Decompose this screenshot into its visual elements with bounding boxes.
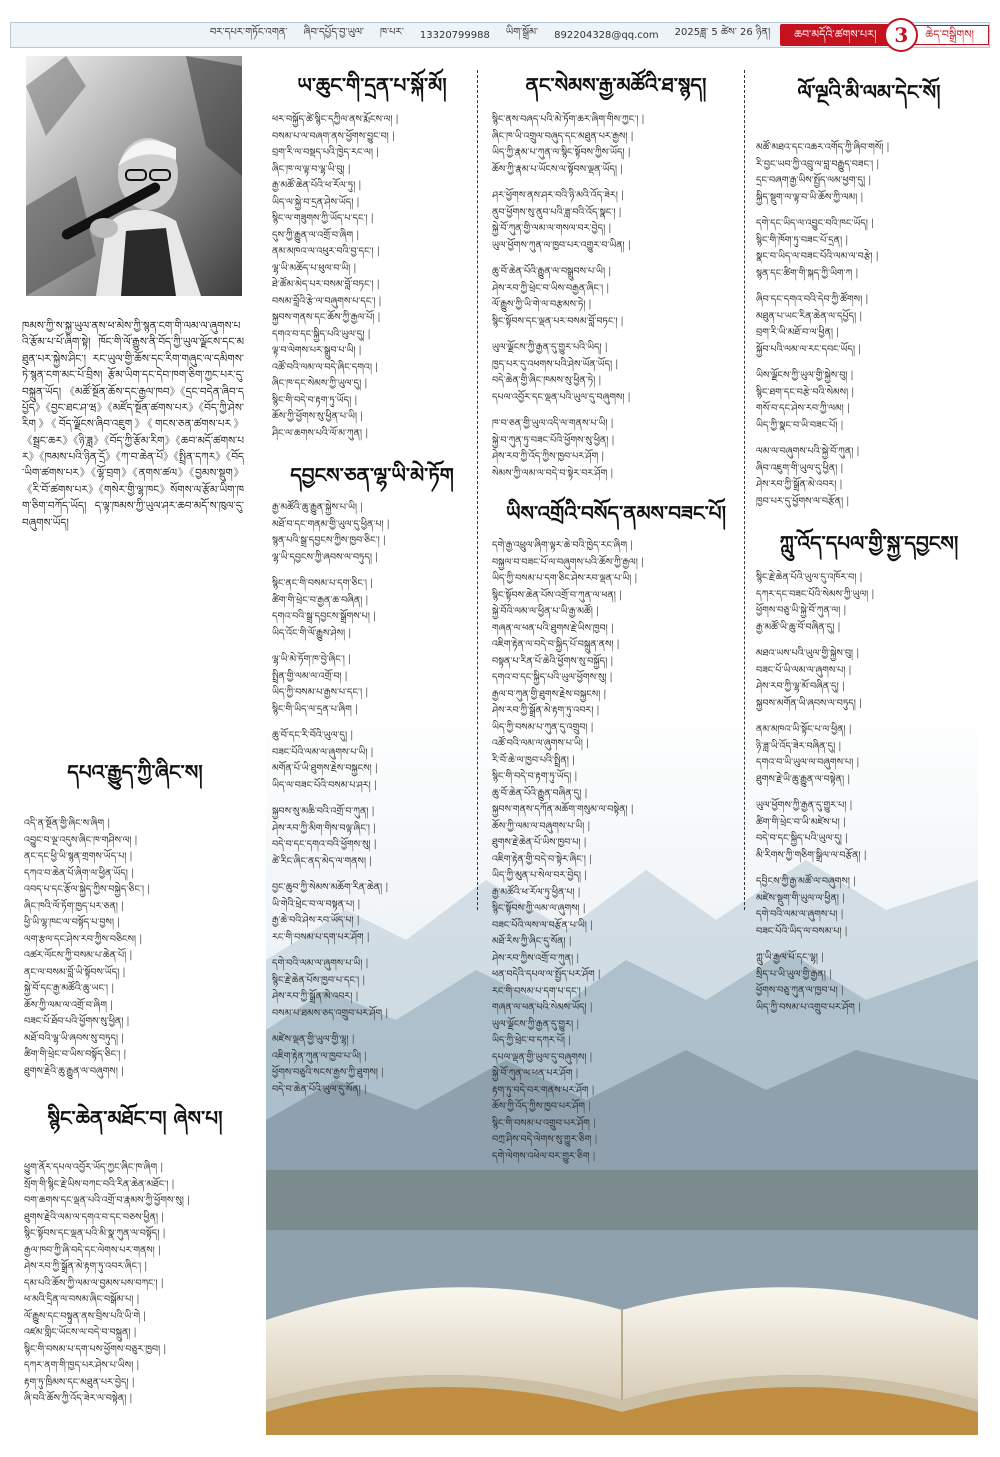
stanza-gap — [492, 330, 740, 340]
poem-line: རྒྱལ་བ་ཀུན་གྱི་ཐུགས་རྗེས་བསྐྱངས། | — [492, 687, 740, 704]
poem-line: ཕྱི་ཡི་ལྷ་ཁང་ལ་བསྟོད་པ་བྱས། | — [24, 915, 246, 932]
poem-line: འཛམ་གླིང་ཡོངས་ལ་བདེ་བ་བསྐྲུན། | — [24, 1325, 246, 1342]
author-photo — [26, 56, 242, 296]
poem-line: རྒྱ་མཚོ་ཆེན་པོའི་ཕ་རོལ་ཏུ། | — [272, 178, 472, 195]
poem-line: དགའ་བ་དང་སྐྱིད་པའི་ཡུལ་དུ། | — [272, 327, 472, 344]
stanza-gap — [756, 864, 982, 874]
poem-line: ཆུ་བོ་ཆེན་པོའི་རྒྱུན་ལ་བསྒྲུབས་པ་ཡི། | — [492, 264, 740, 281]
poem-line: བསམ་པ་ལ་བཞག་ནས་ཕྱོགས་བྱུང་བ། | — [272, 129, 472, 146]
poem-line: འབད་པ་དང་རྩོལ་སྐྱེད་ཀྱིས་བསྐྱེད་ཅིང་། | — [24, 882, 246, 899]
poem-line: མཚོ་མཐའ་དང་འཆར་འགོད་ཀྱི་ཞིབ་གསོ། | — [756, 140, 982, 157]
poem-line: དཔལ་ལྡན་གྱི་ཡུལ་དུ་བཞུགས། | — [492, 1050, 740, 1067]
poem-line: ལོ་རྒྱུས་ཀྱི་ཡི་གེ་ལ་བརྩམས་ཏེ། | — [492, 297, 740, 314]
meta-email: 892204328@qq.com — [554, 29, 659, 41]
poem-line: ཞི་བའི་ཆོས་ཀྱི་འོད་ཟེར་ལ་བསྟེན། | — [24, 1391, 246, 1408]
poem-line: འདི་ན་སྔོན་གྱི་ཞིང་ས་ཞིག | — [24, 816, 246, 833]
poem-line: རྒྱལ་ཁབ་ཀྱི་ཞི་བདེ་དང་ལེགས་པར་གནས། | — [24, 1243, 246, 1260]
poem-lines — [756, 140, 982, 510]
poem-line: ཡུལ་ཕྱོགས་ཀུན་ལ་ཁྱབ་པར་འགྱུར་བ་ཡིན། | — [492, 238, 740, 255]
poem-line: ཀླུ་ཡི་རྒྱལ་པོ་དང་ལྷ། | — [756, 950, 982, 967]
poem-line: མཛེས་སྡུག་གི་ཡུལ་ལ་ཕྱིན། | — [756, 891, 982, 908]
poem-line: བདེ་བ་ཆེན་པོའི་ཡུལ་དུ་སོན། | — [272, 1082, 472, 1099]
poem-line: བྲག་རི་ལ་བསྡད་པའི་ཁྱེད་རང་ལ། | — [272, 145, 472, 162]
poem-line: འཚོ་བའི་ལམ་ལ་བདེ་ཞིང་དགའ། | — [272, 360, 472, 377]
poem-line: ཤེས་རབ་ཀྱིས་འགྲོ་བ་ཀུན། | — [492, 951, 740, 968]
poem-line: སེམས་ཀྱི་ལམ་ལ་བདེ་བ་སྟེར་བར་ཤོག | — [492, 466, 740, 483]
author-photo-illustration — [26, 56, 242, 296]
poem-line: ལག་རྩལ་དང་ཤེས་རབ་ཀྱིས་བཅིངས། | — [24, 932, 246, 949]
poem-line: སྐྱབས་གནས་དཀོན་མཆོག་གསུམ་ལ་བསྟེན། | — [492, 802, 740, 819]
column-divider — [477, 70, 478, 910]
stanza-gap — [756, 636, 982, 646]
poem-line: ཆུ་བོ་དང་རི་བོའི་ཡུལ་དུ། | — [272, 728, 472, 745]
poem-line: བསམ་པ་ཐམས་ཅད་འགྲུབ་པར་ཤོག | — [272, 1006, 472, 1023]
poem-title: དབྱངས་ཅན་ལྷ་ཡི་མེ་ཏོག — [290, 463, 454, 487]
poem-line: ཤེས་རབ་ཀྱི་སྒྲོན་མེ་རྟག་ཏུ་འབར་ཞིང་། | — [24, 1259, 246, 1276]
poem-line: བཟང་པོའི་ལས་ལ་བརྩོན་པ་ཡི། | — [492, 918, 740, 935]
poem-line: ཕ་མའི་དྲིན་ལ་བསམ་ཞིང་བསྒོམ་པ། | — [24, 1292, 246, 1309]
stanza-gap — [272, 870, 472, 880]
poem-line: སྙིང་སྟོབས་དང་ལྡན་པར་བསམ་བློ་བཏང་། | — [492, 314, 740, 331]
poem-line: ཆོས་ཀྱི་ལམ་ལ་བཞུགས་པ་ཡི། | — [492, 819, 740, 836]
newspaper-name: ཆབ་མདོའི་ཚགས་པར། — [780, 24, 894, 46]
poem-line: བཟང་པོའི་ལམ་ལ་ཞུགས་པ་ཡི། | — [272, 745, 472, 762]
poem-line: མགོན་པོ་ཡི་ཐུགས་རྗེས་བསྐྱངས། | — [272, 761, 472, 778]
poem-line: ལམ་ལ་བཞུགས་པའི་སྐྱེ་བོ་ཀུན། | — [756, 444, 982, 461]
poem-line: ཤེས་རབ་ཀྱི་འོད་ཀྱིས་ཁྱབ་པར་ཤོག | — [492, 449, 740, 466]
poem-line: ཚིག་གི་ཕྲེང་བ་ཡི་མཛེས་པ། | — [756, 815, 982, 832]
poem-line: ཡིད་ཀྱི་བསམ་པ་འགྲུབ་པར་ཤོག | — [756, 1000, 982, 1017]
poem-line: སྐྱིད་སྡུག་ལ་ལྟ་བ་ཡི་ཆོས་ཀྱི་ལམ། | — [756, 190, 982, 207]
poem-line: བསྐྱལ་བ་བཟང་པོ་ལ་བཞུགས་པའི་ཆོས་ཀྱི་རྒྱལ། | — [492, 555, 740, 572]
poem-line: ཕན་བདེའི་དཔལ་ལ་སྤྱོད་པར་ཤོག | — [492, 967, 740, 984]
stanza-gap — [272, 1022, 472, 1032]
poem-line: དགའ་བའི་སྒྲ་དབྱངས་སྒྲོགས་པ། | — [272, 609, 472, 626]
stanza-gap — [492, 178, 740, 188]
poem-line: ཡིད་ཀྱི་བསམ་པ་དག་ཅིང་ཤེས་རབ་ལྡན་པ་ཡི། | — [492, 571, 740, 588]
poem-line: རི་བོ་ཆེ་ལ་ཁྱབ་པའི་སྤྲིན། | — [492, 753, 740, 770]
column-3 — [492, 70, 740, 1165]
poem-line: སྙིང་སྟོབས་དང་ལྡན་པའི་མི་སྣ་ཀུན་ལ་བསྟོད། | — [24, 1226, 246, 1243]
stanza-gap — [756, 282, 982, 292]
poem-line: བསྟན་པ་རིན་པོ་ཆེའི་ཕྱོགས་སུ་བསྐྱོད། | — [492, 654, 740, 671]
meta-phone-label: ཁ་པར་ — [380, 27, 404, 38]
poem-line: སྐྱོབ་པའི་ལམ་ལ་རང་དབང་ཡོད། | — [756, 342, 982, 359]
poem-line: ཐུགས་རྗེ་ཆེན་པོ་ཡིས་ཁྱབ་པ། | — [492, 835, 740, 852]
poem-line: སྙིང་གི་བདེ་བ་རྟག་ཏུ་ཡོད། | — [492, 769, 740, 786]
poem-line: ཁ་བ་ཅན་གྱི་ཡུལ་འདི་ལ་གནས་པ་ཡི། | — [492, 416, 740, 433]
poem-line: བསམ་བློའི་རྩེ་ལ་བཞུགས་པ་དང་། | — [272, 294, 472, 311]
header-brand — [780, 22, 989, 48]
poem-line: མི་རིགས་ཀྱི་གཅིག་སྒྲིལ་ལ་བརྩོན། | — [756, 848, 982, 865]
header-meta — [11, 21, 780, 49]
poem-line: སྙིང་ལ་གཟུགས་ཀྱི་ཡོད་པ་དང་། | — [272, 211, 472, 228]
stanza-gap — [272, 642, 472, 652]
stanza-gap — [492, 254, 740, 264]
poem-line: སྙིང་གི་བདེ་བ་རྟག་ཏུ་ཡོད། | — [272, 393, 472, 410]
poem-line: ཤེས་རབ་ཀྱི་མིག་གིས་བལྟ་ཞིང་། | — [272, 821, 472, 838]
poem-line: གཞན་ལ་ཕན་པའི་ཐུགས་རྗེ་ཡིས་ཁྱབ། | — [492, 621, 740, 638]
poem-line: བྲག་རི་ཡི་མཐོ་བ་ལ་ཕྱིན། | — [756, 325, 982, 342]
poem-line: ཤར་ཕྱོགས་ནས་ཤར་བའི་ཉི་མའི་འོད་ཟེར། | — [492, 188, 740, 205]
poem-line: རྟག་ཏུ་ཁྲིམས་དང་མཐུན་པར་བྱེད། | — [24, 1375, 246, 1392]
poem-line: ཡིད་ཀྱི་ཕྲེང་བ་དཀར་པོ། | — [492, 1033, 740, 1050]
poem-line: དཀར་ནག་གི་ཁྱད་པར་ཤེས་པ་ཡིས། | — [24, 1358, 246, 1375]
poem-line: ཕར་བསྐྱོད་ཚེ་སྙིང་དཀྱིལ་ནས་རྨོངས་ལ། | — [272, 112, 472, 129]
poem-line: རི་བྱང་ཡབ་ཀྱི་འབྲུ་ལ་བླ་བརྒྱུད་བཟང་། | — [756, 157, 982, 174]
poem-line: ཡིད་ལ་བཟང་པོའི་བསམ་པ་ཤར། | — [272, 778, 472, 795]
poem-line: དགེ་ལེགས་འཕེལ་བར་གྱུར་ཅིག | — [492, 1149, 740, 1166]
poem-line: ཡིད་ཀྱི་བསམ་པ་རྒྱས་པ་དང་། | — [272, 685, 472, 702]
poem-line: ཐེ་ཚོམ་མེད་པར་བསམ་བློ་བཏང་། | — [272, 277, 472, 294]
poem-line: ཤེས་རབ་ཀྱི་སྒྲོན་མེ་རྟག་ཏུ་འབར། | — [492, 703, 740, 720]
stanza-gap — [756, 712, 982, 722]
stanza-gap — [756, 358, 982, 368]
poem-line: བག་ཆགས་དང་ལྡན་པའི་འགྲོ་བ་རྣམས་ཀྱི་ཕྱོགས་སུ། | — [24, 1193, 246, 1210]
poem-line: སྐྱེ་བོའི་ལམ་ལ་ཕྱིན་པ་ཡི་རྒྱ་མཚོ། | — [492, 604, 740, 621]
poem-line: འཚར་ལོངས་ཀྱི་བསམ་པ་ཆེན་པོ། | — [24, 948, 246, 965]
poem-line: ཡི་གེའི་ཕྲེང་བ་ལ་བསྟན་པ། | — [272, 897, 472, 914]
meta-reviewer: ཞིབ་དཔྱོད་བྱ་ཡུལ་ — [303, 27, 365, 38]
poem-line: དགེ་བའི་ལམ་ལ་ཞུགས་པ་ཡི། | — [272, 956, 472, 973]
poem-line: ནམ་མཁའ་ཡི་སྟོང་པ་ལ་ཕྱིན། | — [756, 722, 982, 739]
poem-line: ཕྱོགས་བཅུ་ཀུན་ལ་ཁྱབ་པ། | — [756, 983, 982, 1000]
poem-line: སྲོག་གི་སྙིང་རྗེ་ཡིས་བཀང་བའི་རིན་ཆེན་མཐོང་། | — [24, 1177, 246, 1194]
poem-title: སྙིང་ཆེན་མཐོང་བ། ཞེས་པ། — [47, 1106, 223, 1130]
poem-line: སྙིང་ནས་བཞད་པའི་མེ་ཏོག་ཆར་ཞིག་གིས་ཀྱང་། | — [492, 112, 740, 129]
poem-line: འཇིག་རྟེན་ལ་བདེ་བ་སྐྱིད་པོ་བསྐྲུན་ནས། | — [492, 637, 740, 654]
poem-line: འབྱུང་བ་ལྔ་འདུས་ཞིང་ཁ་གཤིས་ལ། | — [24, 833, 246, 850]
page-label: ཆེད་བསྒྲིགས། — [910, 25, 989, 45]
poem-line: འཇིག་རྟེན་གྱི་བདེ་བ་སྟེར་ཞིང་། | — [492, 852, 740, 869]
poem-line: སྐྱབས་སུ་མཆི་བའི་འགྲོ་བ་ཀུན། | — [272, 804, 472, 821]
poem-line: རྟག་ཏུ་བདེ་བར་གནས་པར་ཤོག | — [492, 1083, 740, 1100]
poem-line: སྙིང་ཐག་དང་བརྩེ་བའི་སེམས། | — [756, 385, 982, 402]
poem-line: ལོ་རྒྱུས་དང་བསྟུན་ནས་བྲིས་པའི་ཡི་གེ | — [24, 1309, 246, 1326]
poem-line: ཡིས་ལྗོངས་ཀྱི་ཡུལ་གྱི་སྐྱེས་བུ། | — [756, 368, 982, 385]
poem-line: སྲིད་པ་ཡི་ཡུལ་གྱི་རྒྱན། | — [756, 967, 982, 984]
poem-line: ཡིད་འོང་གི་ལོ་རྒྱུས་ཤེས། | — [272, 626, 472, 643]
stanza-gap — [272, 566, 472, 576]
poem-line: ཚེ་རིང་ཞིང་ནད་མེད་ལ་གནས། | — [272, 854, 472, 871]
stanza-gap — [272, 718, 472, 728]
poem-line: དཀར་དང་བཟང་པོའི་སེམས་ཀྱི་ཡུལ། | — [756, 587, 982, 604]
poem-line: ནུབ་ཕྱོགས་སུ་ནུབ་པའི་ཟླ་བའི་འོད་སྣང་། | — [492, 205, 740, 222]
poem-line: དགེ་བའི་ལམ་ལ་ཞུགས་པ། | — [756, 907, 982, 924]
poem-line: དགའ་བ་དང་སྐྱིད་པའི་ཡུལ་ཕྱོགས་སུ། | — [492, 670, 740, 687]
poem-lines — [24, 816, 246, 1080]
poem-line: ཆོས་ཀྱི་འོད་ཀྱིས་ཁྱབ་པར་ཤོག | — [492, 1099, 740, 1116]
poem-line: འཚོ་བའི་ལམ་ལ་ཞུགས་པ་ཡི། | — [492, 736, 740, 753]
poem-title: དཔའ་རྒྱུད་ཀྱི་ཞིང་ས། — [67, 760, 203, 784]
poem-line: རང་གི་བསམ་པ་དག་པ་དང་། | — [492, 984, 740, 1001]
poem-line: མཐུན་པ་ཡང་རིན་ཆེན་ལ་དཔྱོད། | — [756, 309, 982, 326]
poem-line: ཤེས་རབ་ཀྱི་ཕྲེང་བ་ཡིས་བརྒྱན་ཞིང་། | — [492, 281, 740, 298]
poem-line: སྐྱབས་གནས་དང་ཆོས་ཀྱི་རྒྱལ་པོ། | — [272, 310, 472, 327]
poem-line: ནམ་མཁའ་ལ་འཕུར་བའི་བྱ་དང་། | — [272, 244, 472, 261]
poem-line: ཆུ་བོ་ཆེན་པོའི་རྒྱུན་བཞིན་དུ། | — [492, 786, 740, 803]
poem-line: སྐྱབས་མགོན་ཡི་ཞབས་ལ་བཏུད། | — [756, 696, 982, 713]
poem-line: དམ་པའི་ཆོས་ཀྱི་ལམ་ལ་བྱམས་པས་བཀང་། | — [24, 1276, 246, 1293]
poem-line: ཚིག་གི་ཕྲེང་བ་ཡིས་བསྟོད་ཅིང་། | — [24, 1047, 246, 1064]
stanza-gap — [756, 434, 982, 444]
poem-line: དཔལ་འབྱོར་དང་ལྡན་པའི་ཡུལ་དུ་བཞུགས། | — [492, 390, 740, 407]
poem-line: མཐོ་རིས་ཀྱི་ཞིང་དུ་སོན། | — [492, 934, 740, 951]
poem-line: སྐྱེ་བོ་དང་རྒྱ་མཚོའི་ཆུ་ཡང་། | — [24, 981, 246, 998]
poem-line: དགེ་རྒྱ་འཕྲུལ་ཞིག་ལྟར་ཆེ་བའི་ཁྱེད་རང་ཞིག | — [492, 538, 740, 555]
poem-line: ཡུལ་ལྗོངས་ཀྱི་རྒྱན་དུ་གྱུར་པའི་ཡིད། | — [492, 340, 740, 357]
poem-line: ཞིང་ཁ་དང་སེམས་ཀྱི་ཡུལ་དུ། | — [272, 376, 472, 393]
poem-line: ཤིང་ལ་ཆགས་པའི་ལོ་མ་ཀུན། | — [272, 426, 472, 443]
poem-lines — [272, 500, 472, 1098]
poem-line: ཁྱད་པར་དུ་འཕགས་པའི་ཤེས་ཡོན་ཡོད། | — [492, 357, 740, 374]
poem-line: ལྷ་ཡི་མཆོད་པ་ཕུལ་བ་ཡི། | — [272, 261, 472, 278]
meta-phone: 13320799988 — [419, 29, 490, 41]
poem-title: ལོ་ལྔའི་མི་ལམ་དེང་སོ། — [797, 80, 941, 104]
poem-line: རྒྱ་ཆེ་བའི་ཤེས་རབ་ཡོད་པ། | — [272, 913, 472, 930]
poem-line: དགེ་དང་ཡིད་ལ་འབྱུང་བའི་ཁང་ཡོད། | — [756, 216, 982, 233]
poem-line: ཤེས་རབ་ཀྱི་སྒྲོན་མེ་འབར། | — [272, 989, 472, 1006]
poem-line: སྙིང་སྟོབས་ཆེན་པོས་འགྲོ་བ་ཀུན་ལ་ཕན། | — [492, 588, 740, 605]
poem-line: དགའ་བ་ཡི་ཡུལ་ལ་བཞུགས་པ། | — [756, 755, 982, 772]
poem-line: ཡིད་ཀྱི་རྣམ་པ་ཀུན་ལ་སྙིང་སྟོབས་ཀྱིས་ཡོད། | — [492, 145, 740, 162]
poem-line: བདེ་བ་དང་སྐྱིད་པའི་ཡུལ་དུ། | — [756, 831, 982, 848]
poem-line: རྒྱ་མཚོ་ཡི་ཆུ་བོ་བཞིན་དུ། | — [756, 620, 982, 637]
poem-line: ཞིབ་དང་དགའ་བའི་དེབ་ཀྱི་ཚོགས། | — [756, 292, 982, 309]
poem-line: ཚིག་གི་ཕྲེང་བ་རྒྱན་ཆ་བཞིན། | — [272, 593, 472, 610]
meta-email-label: ཡིག་སྒྲོམ་ — [505, 27, 539, 38]
poem-line: བདེ་བ་དང་དགའ་བའི་ཕྱོགས་སུ། | — [272, 837, 472, 854]
poem-line: ཡུལ་ཕྱོགས་ཀྱི་རྒྱན་དུ་གྱུར་པ། | — [756, 798, 982, 815]
stanza-gap — [756, 788, 982, 798]
poem-title: ཡིས་འགྲོའི་བསོད་ནམས་བཟང་པོ། — [505, 501, 727, 525]
poem-line: ཐུགས་རྗེའི་ལམ་ལ་དགའ་བ་དང་བཅས་ཕྱིན། | — [24, 1210, 246, 1227]
poem-line: བདེ་ཆེན་གྱི་ཞིང་ཁམས་སུ་ཕྱིན་ཏེ། | — [492, 373, 740, 390]
poem-lines — [492, 112, 740, 482]
poem-line: ཕྱོགས་བཅུའི་སངས་རྒྱས་ཀྱི་ཐུགས། | — [272, 1065, 472, 1082]
poem-title: ཀླུ་འོད་དཔལ་གྱི་སྐྱ་དབྱངས། — [779, 531, 959, 555]
poem-line: འཇིག་རྟེན་ཀུན་ལ་ཁྱབ་པ་ཡི། | — [272, 1049, 472, 1066]
poem-line: སྙིང་ནང་གི་བསམ་པ་དག་ཅིང་། | — [272, 576, 472, 593]
poem-line: ཞིང་ཁའི་ལོ་ཏོག་ཁྱད་པར་ཅན། | — [24, 899, 246, 916]
poem-line: དྲང་བཞག་རྒྱ་ཡིས་སྤྱོད་ལམ་ཕྱག་དུ། | — [756, 173, 982, 190]
page-number: 3 — [884, 18, 918, 52]
poem-line: ཡིད་ཀྱི་སྣང་བ་ཡི་བཟང་པོ། | — [756, 418, 982, 435]
poem-line: དུས་ཀྱི་རྒྱུན་ལ་འགྲོ་བ་ཞིག | — [272, 228, 472, 245]
poem-line: ཆོས་ཀྱི་ལམ་ལ་འགྲོ་བ་ཞིག | — [24, 998, 246, 1015]
poem-line: ཉི་ཟླ་ཡི་འོད་ཟེར་བཞིན་དུ། | — [756, 739, 982, 756]
poem-line: བྱང་ཆུབ་ཀྱི་སེམས་མཆོག་རིན་ཆེན། | — [272, 880, 472, 897]
poem-line: མཛེས་ལྡན་གྱི་ཡུལ་གྱི་ལྷ། | — [272, 1032, 472, 1049]
poem-lines — [272, 112, 472, 442]
poem-line: ཞིབ་འཇུག་གི་ཡུལ་དུ་ཕྱིན། | — [756, 461, 982, 478]
poem-line: སྙིང་གི་བསམ་པ་འགྲུབ་པར་ཤོག | — [492, 1116, 740, 1133]
poem-line: སྐྱེ་བོ་ཀུན་གྱི་ལམ་ལ་གསལ་བར་བྱེད། | — [492, 221, 740, 238]
poem-line: ནང་དང་ཕྱི་ཡི་སྙན་གྲགས་ཡོད་པ། | — [24, 849, 246, 866]
poem-line: སྐྱེ་བ་ཀུན་ཏུ་བཟང་པོའི་ཕྱོགས་སུ་ཕྱིན། | — [492, 433, 740, 450]
poem-line: ནང་ལ་བསམ་བློ་ཡི་སྟོབས་ཡོད། | — [24, 965, 246, 982]
poem-line: སྙན་པའི་སྒྲ་དབྱངས་ཀྱིས་ཁྱབ་ཅིང་། | — [272, 533, 472, 550]
poem-lines — [24, 1160, 246, 1408]
poem-line: ཡིད་ཀྱི་མུན་པ་སེལ་བར་བྱེད། | — [492, 868, 740, 885]
poem-lines — [492, 538, 740, 1165]
poem-line: བཟང་པོ་ཡི་ལམ་ལ་ཞུགས་པ། | — [756, 663, 982, 680]
stanza-gap — [272, 794, 472, 804]
poem-line: གསོ་བ་དང་ཤེས་རབ་ཀྱི་ལམ། | — [756, 401, 982, 418]
poem-line: སྙིང་རྗེ་ཆེན་པོའི་ཡུལ་དུ་འཁོར་བ། | — [756, 570, 982, 587]
stanza-gap — [756, 940, 982, 950]
column-2 — [272, 70, 472, 1098]
poem-line: བཟང་པོ་ཐོབ་པའི་ཕྱོགས་སུ་ཕྱིན། | — [24, 1014, 246, 1031]
poem-line: མཐའ་ཡས་པའི་ཡུལ་གྱི་སྐྱེས་བུ། | — [756, 646, 982, 663]
poem-line: ཤེས་རབ་ཀྱི་ལྷ་མོ་བཞིན་དུ། | — [756, 679, 982, 696]
stanza-gap — [492, 406, 740, 416]
poem-line: མཐོ་བའི་ལྷ་ཡི་ཞབས་སུ་བཏུད། | — [24, 1031, 246, 1048]
poem-title: ཡ་ཆུང་གི་དྲན་པ་སྐོ་མོ། — [297, 73, 447, 97]
poem-line: ཡིད་ཀྱི་བསམ་པ་ཀུན་དུ་འགྲུབ། | — [492, 720, 740, 737]
column-divider — [744, 70, 745, 910]
poem-line: སྙིང་གི་ཡིད་ལ་དྲན་པ་ཞིག | — [272, 702, 472, 719]
poem-line: ལྷ་ཡི་མེ་ཏོག་ཁ་བྱེ་ཞིང་། | — [272, 652, 472, 669]
poem-line: རྒྱ་མཚོའི་ཕ་རོལ་ཏུ་ཕྱིན་པ། | — [492, 885, 740, 902]
poem-line: དཀའ་བ་ཆེན་པོ་ཞིག་ལ་ཕྱིན་ཡོད། | — [24, 866, 246, 883]
poem-line: ཕྱོགས་བཅུ་ཡི་སྐྱེ་བོ་ཀུན་ལ། | — [756, 603, 982, 620]
poem-title: ནང་སེམས་རྒྱ་མཚོའི་ཐ་སྙད། — [525, 73, 707, 97]
poem-line: སྤྲིན་གྱི་ལམ་ལ་འགྲོ་བ། | — [272, 669, 472, 686]
poem-line: མཐོ་བ་དང་གནམ་གྱི་ཡུལ་དུ་ཕྱིན་པ། | — [272, 517, 472, 534]
poem-line: ཡིད་ལ་སྐྱེ་བ་དྲན་ཤེས་ཡོད། | — [272, 195, 472, 212]
poem-line: ཐུགས་རྗེ་ཡི་ཆུ་རྒྱུན་ལ་བསྟེན། | — [756, 772, 982, 789]
poem-line: སྙིང་སྟོབས་ཀྱི་ལམ་ལ་ཞུགས། | — [492, 901, 740, 918]
poem-line: ཡུལ་ལྗོངས་ཀྱི་རྒྱན་དུ་གྱུར། | — [492, 1017, 740, 1034]
poem-line: སྐྱེ་བོ་ཀུན་ལ་ཕན་པར་ཤོག | — [492, 1066, 740, 1083]
column-1 — [24, 750, 246, 1408]
page-header — [10, 22, 990, 48]
poem-line: སྣང་བ་ཡིད་ལ་བཟང་པོའི་ལམ་ལ་བརྩེ། | — [756, 249, 982, 266]
poem-line: བཟང་པོའི་ཡིད་ལ་བསམ་པ། | — [756, 924, 982, 941]
poem-line: ལྟ་བ་ལེགས་པར་སྒྲུབ་པ་ཡི། | — [272, 343, 472, 360]
poem-line: རང་གི་བསམ་པ་དག་པར་ཤོག | — [272, 930, 472, 947]
stanza-gap — [756, 206, 982, 216]
poem-line: རྒྱ་མཚོའི་ཆུ་རྒྱུན་སྐྱེས་པ་ཡི། | — [272, 500, 472, 517]
poem-line: ལྷ་ཡི་དབྱངས་ཀྱི་ཞབས་ལ་བཏུད། | — [272, 550, 472, 567]
column-4 — [756, 70, 982, 1016]
poem-line: སྙིང་རྗེ་ཆེན་པོས་ཁྱབ་པ་དང་། | — [272, 973, 472, 990]
meta-editor: བར་དཔར་གཏོང་འགན་ — [209, 27, 288, 38]
poem-line: ཐུགས་རྗེའི་ཆུ་རྒྱུན་ལ་བཞུགས། | — [24, 1064, 246, 1081]
poem-line: ཆོས་ཀྱི་རྣམ་པ་ཡོངས་ལ་སྟོབས་ལྡན་ཡོད། | — [492, 162, 740, 179]
poem-line: དབྱིངས་ཀྱི་རྒྱ་མཚོ་ལ་བཞུགས། | — [756, 874, 982, 891]
poem-line: ཞིང་ཁ་ཡི་འགྲུལ་བཞུད་དང་མཐུན་པར་རྒྱས། | — [492, 129, 740, 146]
poem-line: གཞན་ལ་ཕན་པའི་སེམས་ཡོད། | — [492, 1000, 740, 1017]
poem-line: ཞིང་ཁ་ལ་ལྟ་བ་ལྷ་ཡི་བུ། | — [272, 162, 472, 179]
poem-line: ཕྱུག་ནོར་དཔལ་འབྱོར་ཡོད་ཀྱང་ཞིང་ཁ་ཞིག | — [24, 1160, 246, 1177]
poem-line: བཀྲ་ཤིས་བདེ་ལེགས་སུ་གྱུར་ཅིག | — [492, 1132, 740, 1149]
stanza-gap — [272, 946, 472, 956]
poem-line: ཆོས་ཀྱི་ཕྱོགས་སུ་ཕྱིན་པ་ཡི། | — [272, 409, 472, 426]
poem-lines — [756, 570, 982, 1016]
poem-line: ཤེས་རབ་ཀྱི་སྒྲོན་མེ་འབར། | — [756, 477, 982, 494]
poem-line: སྙན་དང་ཚིག་གི་སྐད་ཀྱི་ཡིག་ཀ | — [756, 266, 982, 283]
poem-line: སྙིང་གི་ཁོག་ཏུ་བཟང་པོ་དྲན། | — [756, 233, 982, 250]
meta-date: 2025ཟླ་ 5 ཚེས་ 26 ཉིན། — [674, 27, 771, 38]
poem-line: ཁྱབ་པར་དུ་ཕྱོགས་ལ་བརྩོན། | — [756, 494, 982, 511]
poem-line: སྙིང་གི་བསམ་པ་དག་པས་ཕྱོགས་བཅུར་ཁྱབ། | — [24, 1342, 246, 1359]
author-bio: ཁམས་ཀྱི་ས་སྐྱ་ཡུལ་ནས་ཕ་མེས་ཀྱི་སྙན་ངག་གི་ལམ་ལ་ཞུགས་པའི་རྩོམ་པ་པོ་ཞིག་སྟེ། ཁོང་གི་ལོ་རྒྱུས་ནི་བོད་ཀྱི་ཡུལ་ལྗོངས་དང་མཐུན་པར་སྐྱེས་ཤིང་། རང་ཡུལ་གྱི་ཆོས་དང་རིག་གཞུང་ལ་དམིགས་ཏེ་སྙན་ངག་མང་པོ་བྲིས། རྩོམ་ཡིག་དང་དེབ་ཁག་ཅིག་ཀྱང་པར་དུ་བསྐྲུན་ཡོད། 《མཚོ་སྔོན་ཆོས་དང་རྒྱལ་ཁབ》《དྲང་བདེན་ཞིབ་དཔྱོད》《བྱང་ཐང་ཤ་ཝ》《མཛོད་སྔོན་ཚགས་པར》《བོད་ཀྱི་ཤེས་རིག》《བོད་ལྗོངས་ཞིབ་འཇུག》《གངས་ཅན་ཚགས་པར》《སྦྲང་ཆར》《ཉི་ཟླ》《བོད་ཀྱི་རྩོམ་རིག》《ཆབ་མདོ་ཚགས་པར》《ཁམས་པའི་ཉིན་དྲོ》《ཀ་བ་ཆེན་པོ》《སྤྲིན་དཀར》《བོད་ཡིག་ཚགས་པར》《ལྷོ་བྲག》《ནགས་ཚལ》《བྱམས་སྡུག》《རི་བོ་ཚགས་པར》《གསེར་གྱི་ལྷ་ཁང》སོགས་ལ་རྩོམ་ཡིག་ཁག་ཅིག་བཀོད་ཡོད། ད་ལྟ་ཁམས་ཀྱི་ཡུལ་ཤར་ཆབ་མདོ་ས་ཁུལ་དུ་བཞུགས་ཡོད། — [22, 320, 244, 529]
